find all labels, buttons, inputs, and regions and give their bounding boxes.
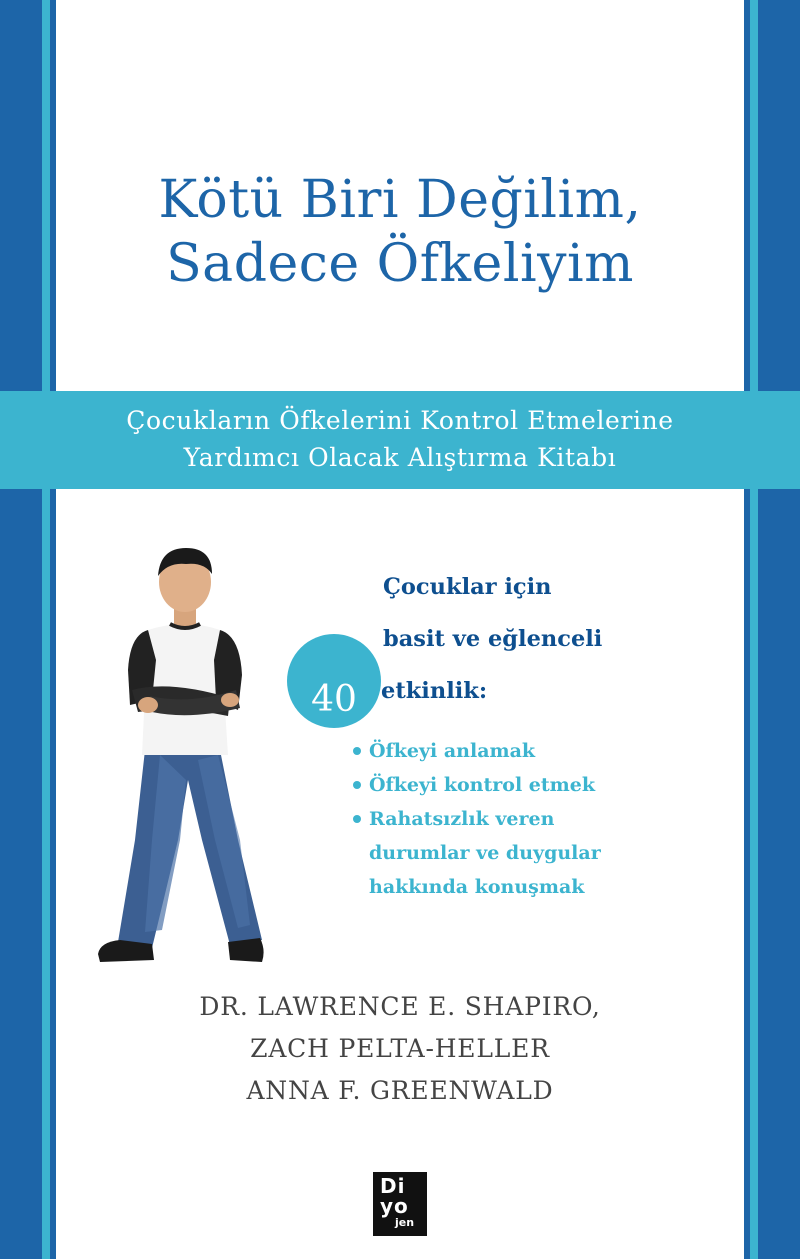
bullet-item (350, 768, 699, 802)
badge-number: 40 (311, 679, 357, 720)
bullet-dot-icon (353, 815, 361, 823)
intro-line-2: basit ve eğlenceli (383, 626, 603, 652)
publisher-logo (373, 1172, 427, 1236)
bullet-dot-icon (353, 747, 361, 755)
activity-count-badge (287, 634, 381, 728)
logo-line-1: Di (380, 1174, 406, 1198)
author-name: DR. LAWRENCE E. SHAPIRO, (199, 992, 601, 1021)
logo-line-3: jen (395, 1216, 415, 1229)
boy-illustration (90, 540, 280, 970)
bullet-text: Rahatsızlık veren (369, 808, 555, 830)
bullet-text: durumlar ve duygular (369, 842, 601, 864)
intro-line-3: etkinlik: (381, 678, 488, 704)
intro-line-1: Çocuklar için (383, 574, 552, 600)
author-name: ANNA F. GREENWALD (246, 1076, 554, 1105)
bullet-text: hakkında konuşmak (369, 876, 585, 898)
bullet-text: Öfkeyi kontrol etmek (369, 774, 596, 796)
bullet-item (350, 734, 699, 768)
bullet-item (350, 802, 699, 904)
author-name: ZACH PELTA-HELLER (250, 1034, 550, 1063)
bullet-text: Öfkeyi anlamak (369, 740, 536, 762)
subtitle-line-2: Yardımcı Olacak Alıştırma Kitabı (183, 443, 617, 472)
author-list (0, 986, 800, 1112)
title-line-2: Sadece Öfkeliyim (166, 234, 634, 294)
logo-line-2: yo (380, 1194, 409, 1218)
book-title (0, 168, 800, 296)
bullet-dot-icon (353, 781, 361, 789)
book-subtitle (0, 402, 800, 476)
title-line-1: Kötü Biri Değilim, (158, 170, 642, 230)
subtitle-line-1: Çocukların Öfkelerini Kontrol Etmelerine (126, 406, 674, 435)
activity-bullet-list (350, 734, 699, 904)
